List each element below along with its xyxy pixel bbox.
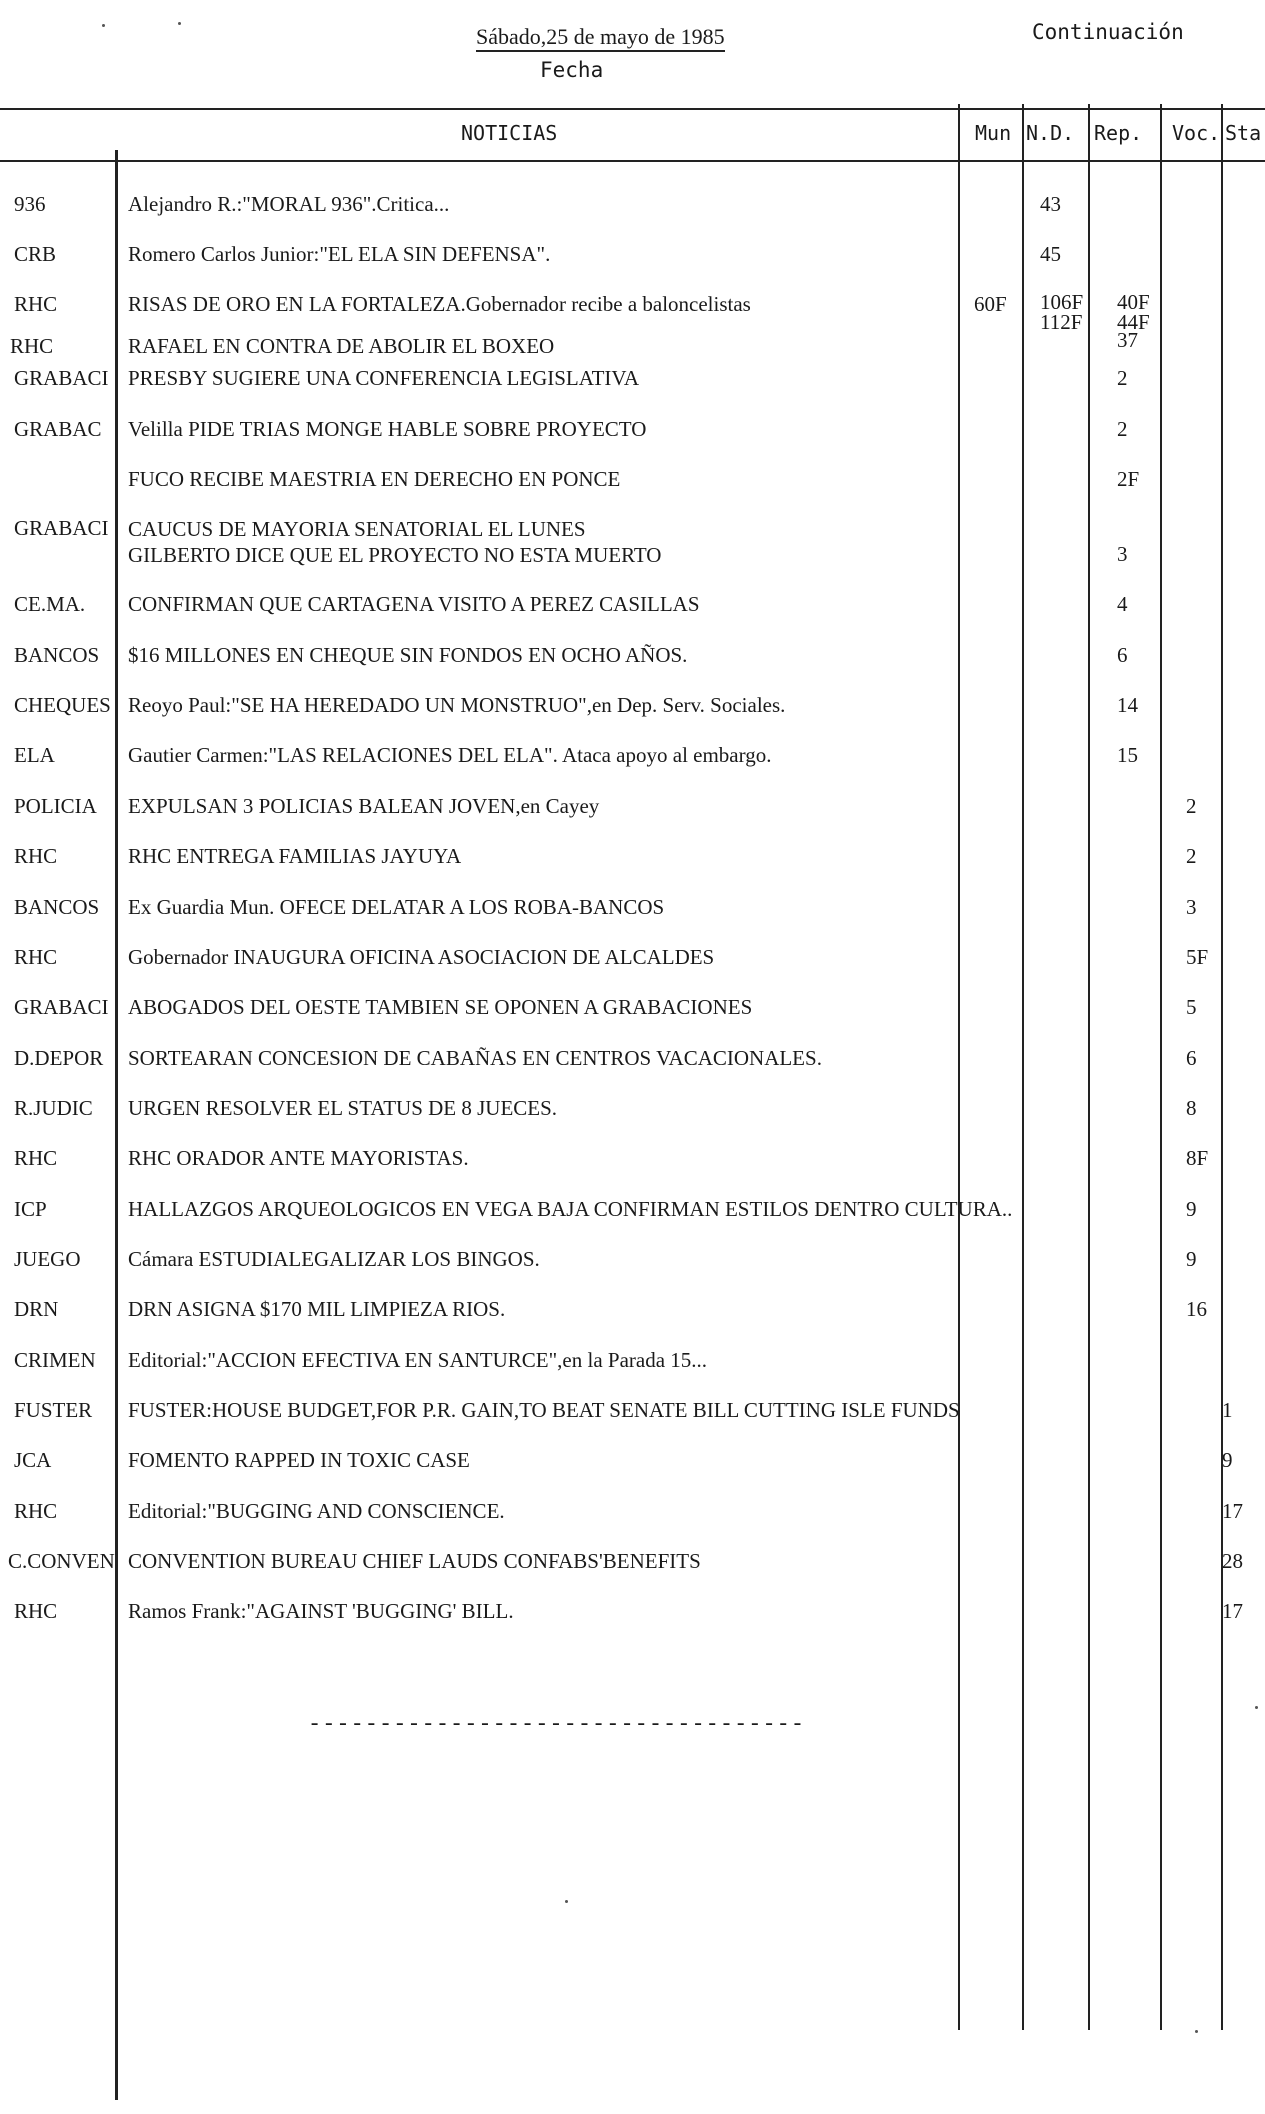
row-code: BANCOS	[14, 643, 100, 667]
row-headline: $16 MILLONES EN CHEQUE SIN FONDOS EN OCHO AÑOS.	[128, 643, 688, 667]
row-voc: 8F	[1186, 1146, 1209, 1170]
row-code: GRABACI	[14, 516, 109, 540]
row-headline: EXPULSAN 3 POLICIAS BALEAN JOVEN,en Cayey	[128, 794, 600, 818]
row-headline: Cámara ESTUDIALEGALIZAR LOS BINGOS.	[128, 1247, 540, 1271]
row-headline: FUSTER:HOUSE BUDGET,FOR P.R. GAIN,TO BEAT SENATE BILL CUTTING ISLE FUNDS	[128, 1398, 960, 1422]
row-nd	[1040, 292, 1083, 332]
row-code: RHC	[14, 1599, 58, 1623]
table-row	[0, 945, 1265, 985]
column-header-nd: N.D.	[1026, 121, 1075, 145]
row-headline	[128, 516, 661, 568]
row-headline: SORTEARAN CONCESION DE CABAÑAS EN CENTROS VACACIONALES.	[128, 1046, 822, 1070]
row-code: DRN	[14, 1297, 59, 1321]
row-headline: Alejandro R.:"MORAL 936".Critica...	[128, 192, 450, 216]
row-headline: Gautier Carmen:"LAS RELACIONES DEL ELA". Ataca apoyo al embargo.	[128, 743, 772, 767]
row-voc: 9	[1186, 1247, 1197, 1271]
row-rep: 37	[1117, 328, 1138, 352]
row-rep: 2	[1117, 366, 1128, 390]
table-row	[0, 1247, 1265, 1287]
row-code: JCA	[14, 1448, 52, 1472]
row-headline: Velilla PIDE TRIAS MONGE HABLE SOBRE PROYECTO	[128, 417, 647, 441]
table-row	[0, 895, 1265, 935]
row-headline: FOMENTO RAPPED IN TOXIC CASE	[128, 1448, 470, 1472]
row-headline: RHC ORADOR ANTE MAYORISTAS.	[128, 1146, 469, 1170]
column-header-rep: Rep.	[1094, 121, 1143, 145]
table-row	[0, 242, 1265, 282]
row-code: GRABACI	[14, 366, 109, 390]
row-headline: Ramos Frank:"AGAINST 'BUGGING' BILL.	[128, 1599, 514, 1623]
row-headline: Ex Guardia Mun. OFECE DELATAR A LOS ROBA-BANCOS	[128, 895, 665, 919]
table-row	[0, 1448, 1265, 1488]
row-headline: FUCO RECIBE MAESTRIA EN DERECHO EN PONCE	[128, 467, 621, 491]
row-code: D.DEPOR	[14, 1046, 104, 1070]
table-row	[0, 292, 1265, 332]
row-nd-first: 106F	[1040, 290, 1084, 314]
row-headline: ABOGADOS DEL OESTE TAMBIEN SE OPONEN A GRABACIONES	[128, 995, 753, 1019]
row-code: RHC	[14, 945, 58, 969]
table-row	[0, 516, 1265, 576]
row-code: ELA	[14, 743, 55, 767]
row-voc: 5F	[1186, 945, 1209, 969]
row-code: RHC	[14, 292, 58, 316]
table-top-rule	[0, 108, 1265, 110]
row-code: POLICIA	[14, 794, 97, 818]
table-row	[0, 1348, 1265, 1388]
row-headline: Gobernador INAUGURA OFICINA ASOCIACION DE ALCALDES	[128, 945, 715, 969]
scan-speck	[1195, 2030, 1198, 2033]
row-headline: Romero Carlos Junior:"EL ELA SIN DEFENSA".	[128, 242, 551, 266]
row-headline-line2: GILBERTO DICE QUE EL PROYECTO NO ESTA MUERTO	[128, 543, 662, 567]
row-code: CE.MA.	[14, 592, 86, 616]
continuation-label: Continuación	[1032, 20, 1184, 44]
row-rep: 3	[1117, 542, 1128, 566]
table-row	[0, 1499, 1265, 1539]
table-row	[0, 592, 1265, 632]
date-label: Fecha	[540, 58, 604, 82]
row-voc: 2	[1186, 794, 1197, 818]
scan-speck	[178, 22, 181, 25]
page-date: Sábado,25 de mayo de 1985	[476, 24, 725, 50]
table-row	[0, 1096, 1265, 1136]
row-code: 936	[14, 192, 46, 216]
table-row	[0, 366, 1265, 406]
table-row	[0, 1297, 1265, 1337]
scan-speck	[1255, 1706, 1258, 1709]
table-row	[0, 1046, 1265, 1086]
row-rep: 15	[1117, 743, 1138, 767]
row-rep: 4	[1117, 592, 1128, 616]
row-voc: 8	[1186, 1096, 1197, 1120]
row-code: RHC	[14, 1499, 58, 1523]
row-code: GRABAC	[14, 417, 102, 441]
row-code: FUSTER	[14, 1398, 93, 1422]
row-code: RHC	[14, 1146, 58, 1170]
row-code: GRABACI	[14, 995, 109, 1019]
row-rep: 14	[1117, 693, 1138, 717]
table-row	[0, 1197, 1265, 1237]
row-headline: DRN ASIGNA $170 MIL LIMPIEZA RIOS.	[128, 1297, 506, 1321]
row-rep-second: 44F	[1117, 310, 1150, 334]
row-code: RHC	[14, 844, 58, 868]
table-row	[0, 643, 1265, 683]
row-code: RHC	[10, 334, 54, 358]
table-row	[0, 467, 1265, 507]
row-mun: 60F	[974, 292, 1007, 316]
row-headline: CONVENTION BUREAU CHIEF LAUDS CONFABS'BENEFITS	[128, 1549, 701, 1573]
row-code: C.CONVEN	[8, 1549, 115, 1573]
row-rep	[1117, 292, 1150, 332]
column-header-mun: Mun	[975, 121, 1012, 145]
row-code: ICP	[14, 1197, 47, 1221]
row-headline: RAFAEL EN CONTRA DE ABOLIR EL BOXEO	[128, 334, 555, 358]
column-header-news: NOTICIAS	[461, 121, 558, 145]
table-row	[0, 192, 1265, 232]
row-headline: HALLAZGOS ARQUEOLOGICOS EN VEGA BAJA CONFIRMAN ESTILOS DENTRO CULTURA..	[128, 1197, 1013, 1221]
row-code: CHEQUES	[14, 693, 111, 717]
row-headline: RISAS DE ORO EN LA FORTALEZA.Gobernador recibe a baloncelistas	[128, 292, 751, 316]
row-voc: 2	[1186, 844, 1197, 868]
row-rep: 6	[1117, 643, 1128, 667]
table-row	[0, 693, 1265, 733]
table-row	[0, 417, 1265, 457]
row-code: R.JUDIC	[14, 1096, 93, 1120]
row-nd: 45	[1040, 242, 1061, 266]
row-headline: Reoyo Paul:"SE HA HEREDADO UN MONSTRUO",en Dep. Serv. Sociales.	[128, 693, 786, 717]
row-voc: 9	[1186, 1197, 1197, 1221]
row-code: CRIMEN	[14, 1348, 96, 1372]
table-row	[0, 1398, 1265, 1438]
row-code: CRB	[14, 242, 57, 266]
row-sta: 1	[1222, 1398, 1233, 1422]
row-headline-line1: CAUCUS DE MAYORIA SENATORIAL EL LUNES	[128, 517, 586, 541]
row-headline: RHC ENTREGA FAMILIAS JAYUYA	[128, 844, 462, 868]
table-row	[0, 1549, 1265, 1589]
row-voc: 3	[1186, 895, 1197, 919]
row-code: BANCOS	[14, 895, 100, 919]
row-sta: 28	[1222, 1549, 1243, 1573]
row-headline: Editorial:"BUGGING AND CONSCIENCE.	[128, 1499, 505, 1523]
table-row	[0, 794, 1265, 834]
table-row	[0, 844, 1265, 884]
row-rep: 2F	[1117, 467, 1140, 491]
row-sta: 9	[1222, 1448, 1233, 1472]
table-row	[0, 1146, 1265, 1186]
row-voc: 16	[1186, 1297, 1207, 1321]
row-headline: PRESBY SUGIERE UNA CONFERENCIA LEGISLATIVA	[128, 366, 640, 390]
row-voc: 5	[1186, 995, 1197, 1019]
row-voc: 6	[1186, 1046, 1197, 1070]
row-headline: Editorial:"ACCION EFECTIVA EN SANTURCE",en la Parada 15...	[128, 1348, 708, 1372]
table-row	[0, 995, 1265, 1035]
column-header-voc: Voc.	[1172, 121, 1221, 145]
column-header-sta: Sta	[1225, 121, 1262, 145]
row-code: JUEGO	[14, 1247, 81, 1271]
scan-speck	[565, 1900, 568, 1903]
row-sta: 17	[1222, 1499, 1243, 1523]
scan-speck	[102, 24, 105, 27]
row-nd-second: 112F	[1040, 310, 1083, 334]
row-headline: URGEN RESOLVER EL STATUS DE 8 JUECES.	[128, 1096, 558, 1120]
row-rep-first: 40F	[1117, 290, 1150, 314]
row-headline: CONFIRMAN QUE CARTAGENA VISITO A PEREZ CASILLAS	[128, 592, 700, 616]
end-separator: -----------------------------------	[308, 1712, 806, 1737]
table-row	[0, 743, 1265, 783]
table-header-rule	[0, 160, 1265, 162]
table-row	[0, 1599, 1265, 1639]
row-sta: 17	[1222, 1599, 1243, 1623]
row-nd: 43	[1040, 192, 1061, 216]
row-rep: 2	[1117, 417, 1128, 441]
